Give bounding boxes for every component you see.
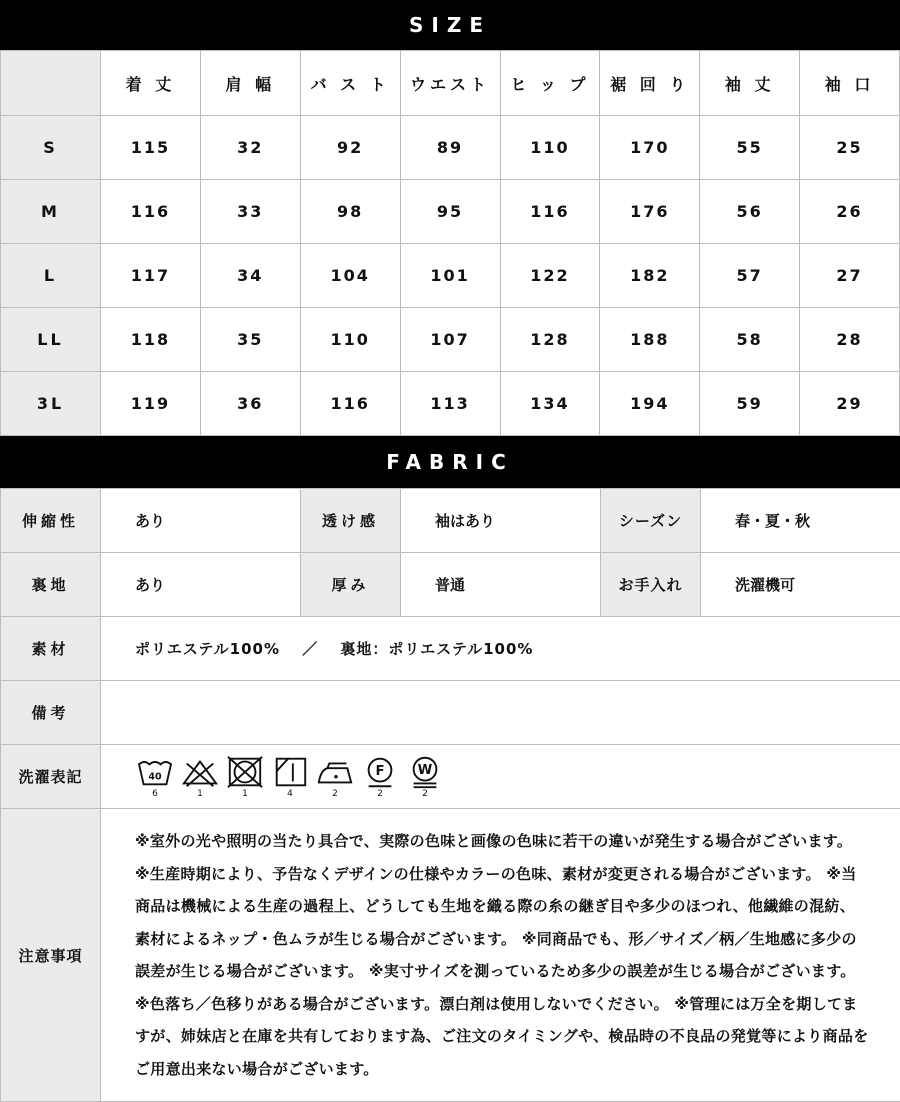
size-value: 116	[500, 180, 600, 244]
size-section-title: SIZE	[0, 0, 900, 50]
size-value: 56	[700, 180, 800, 244]
material-value: ポリエステル100% ／ 裏地：ポリエステル100%	[101, 617, 900, 681]
material-label: 素材	[1, 617, 101, 681]
season-value: 春・夏・秋	[701, 489, 900, 553]
size-value: 182	[600, 244, 700, 308]
column-header: 肩 幅	[200, 51, 300, 116]
line-dry-shade-icon	[271, 755, 309, 789]
laundry-symbol-number: 1	[197, 789, 203, 799]
lining-value: あり	[101, 553, 301, 617]
stretch-label: 伸縮性	[1, 489, 101, 553]
size-label: S	[1, 116, 101, 180]
wet-clean-letter: W	[418, 762, 433, 777]
wash-tub-40-icon	[136, 755, 174, 789]
laundry-symbol-number: 6	[152, 789, 158, 799]
thickness-label: 厚み	[301, 553, 401, 617]
column-header: ヒ ッ プ	[500, 51, 600, 116]
column-header: ウエスト	[400, 51, 500, 116]
sheer-value: 袖はあり	[401, 489, 601, 553]
size-value: 58	[700, 308, 800, 372]
size-value: 32	[200, 116, 300, 180]
dry-clean-f-icon	[361, 755, 399, 789]
notes-label: 注意事項	[1, 809, 101, 1102]
table-row	[1, 308, 900, 372]
season-label: シーズン	[601, 489, 701, 553]
size-value: 107	[400, 308, 500, 372]
size-value: 28	[800, 308, 900, 372]
size-label: LL	[1, 308, 101, 372]
size-value: 27	[800, 244, 900, 308]
size-value: 128	[500, 308, 600, 372]
size-value: 115	[101, 116, 201, 180]
table-row	[1, 489, 900, 553]
size-value: 101	[400, 244, 500, 308]
size-value: 33	[200, 180, 300, 244]
size-value: 25	[800, 116, 900, 180]
size-value: 34	[200, 244, 300, 308]
column-header: バ ス ト	[300, 51, 400, 116]
column-header: 袖 丈	[700, 51, 800, 116]
laundry-symbol	[271, 755, 309, 799]
size-value: 117	[101, 244, 201, 308]
laundry-symbol	[181, 755, 219, 799]
column-header: 袖 口	[800, 51, 900, 116]
table-row	[1, 180, 900, 244]
size-value: 113	[400, 372, 500, 436]
size-value: 26	[800, 180, 900, 244]
table-row	[1, 809, 900, 1102]
laundry-symbol	[316, 755, 354, 799]
care-label: お手入れ	[601, 553, 701, 617]
size-value: 36	[200, 372, 300, 436]
size-value: 194	[600, 372, 700, 436]
size-value: 55	[700, 116, 800, 180]
lining-label: 裏地	[1, 553, 101, 617]
size-label: L	[1, 244, 101, 308]
size-value: 176	[600, 180, 700, 244]
size-value: 35	[200, 308, 300, 372]
no-bleach-icon	[181, 755, 219, 789]
table-row	[1, 681, 900, 745]
size-table-corner	[1, 51, 101, 116]
size-value: 104	[300, 244, 400, 308]
size-value: 57	[700, 244, 800, 308]
size-label: 3L	[1, 372, 101, 436]
size-value: 95	[400, 180, 500, 244]
size-value: 119	[101, 372, 201, 436]
iron-low-icon	[316, 755, 354, 789]
laundry-symbol	[136, 755, 174, 799]
size-value: 188	[600, 308, 700, 372]
notes-text: ※室外の光や照明の当たり具合で、実際の色味と画像の色味に若干の違いが発生する場合がございます。 ※生産時期により、予告なくデザインの仕様やカラーの色味、素材が変更される場合がございます。 ※当商品は機械による生産の過程上、どうしても生地を織る際の糸の継ぎ目や多少のほつれ、他繊維の混紡、素材によるネップ・色ムラが生じる場合がございます。 ※同商品でも、形／サイズ／柄／生地感に多少の誤差が生じる場合がございます。 ※実寸サイズを測っているため多少の誤差が生じる場合がございます。 ※色落ち／色移りがある場合がございます。漂白剤は使用しないでください。 ※管理には万全を期してますが、姉妹店と在庫を共有しております為、ご注文のタイミングや、検品時の不良品の発覚等により商品をご用意出来ない場合がございます。	[101, 809, 900, 1102]
size-label: M	[1, 180, 101, 244]
no-tumble-dry-icon	[226, 755, 264, 789]
size-value: 98	[300, 180, 400, 244]
table-row	[1, 745, 900, 809]
size-value: 116	[101, 180, 201, 244]
size-value: 29	[800, 372, 900, 436]
size-value: 110	[500, 116, 600, 180]
stretch-value: あり	[101, 489, 301, 553]
column-header: 裾 回 り	[600, 51, 700, 116]
column-header: 着 丈	[101, 51, 201, 116]
laundry-symbol	[361, 755, 399, 799]
table-row	[1, 372, 900, 436]
dry-clean-letter: F	[375, 763, 384, 778]
size-value: 134	[500, 372, 600, 436]
laundry-symbol-number: 1	[242, 789, 248, 799]
size-value: 118	[101, 308, 201, 372]
table-row	[1, 244, 900, 308]
laundry-symbol-number: 2	[422, 789, 428, 799]
laundry-symbol	[226, 755, 264, 799]
laundry-symbols-cell	[101, 745, 900, 809]
wash-temperature: 40	[148, 771, 162, 782]
size-table-header-row	[1, 51, 900, 116]
laundry-symbols	[101, 755, 900, 799]
care-value: 洗濯機可	[701, 553, 900, 617]
wet-clean-w-icon	[406, 755, 444, 789]
size-value: 59	[700, 372, 800, 436]
size-value: 92	[300, 116, 400, 180]
size-table	[0, 50, 900, 436]
remarks-label: 備考	[1, 681, 101, 745]
size-value: 110	[300, 308, 400, 372]
fabric-section-title: FABRIC	[0, 436, 900, 488]
laundry-label: 洗濯表記	[1, 745, 101, 809]
laundry-symbol-number: 2	[377, 789, 383, 799]
fabric-table	[0, 488, 900, 1102]
remarks-value	[101, 681, 900, 745]
laundry-symbol-number: 4	[287, 789, 293, 799]
table-row	[1, 553, 900, 617]
sheer-label: 透け感	[301, 489, 401, 553]
laundry-symbol-number: 2	[332, 789, 338, 799]
laundry-symbol	[406, 755, 444, 799]
size-value: 122	[500, 244, 600, 308]
size-value: 89	[400, 116, 500, 180]
size-value: 170	[600, 116, 700, 180]
table-row	[1, 116, 900, 180]
thickness-value: 普通	[401, 553, 601, 617]
table-row	[1, 617, 900, 681]
size-value: 116	[300, 372, 400, 436]
